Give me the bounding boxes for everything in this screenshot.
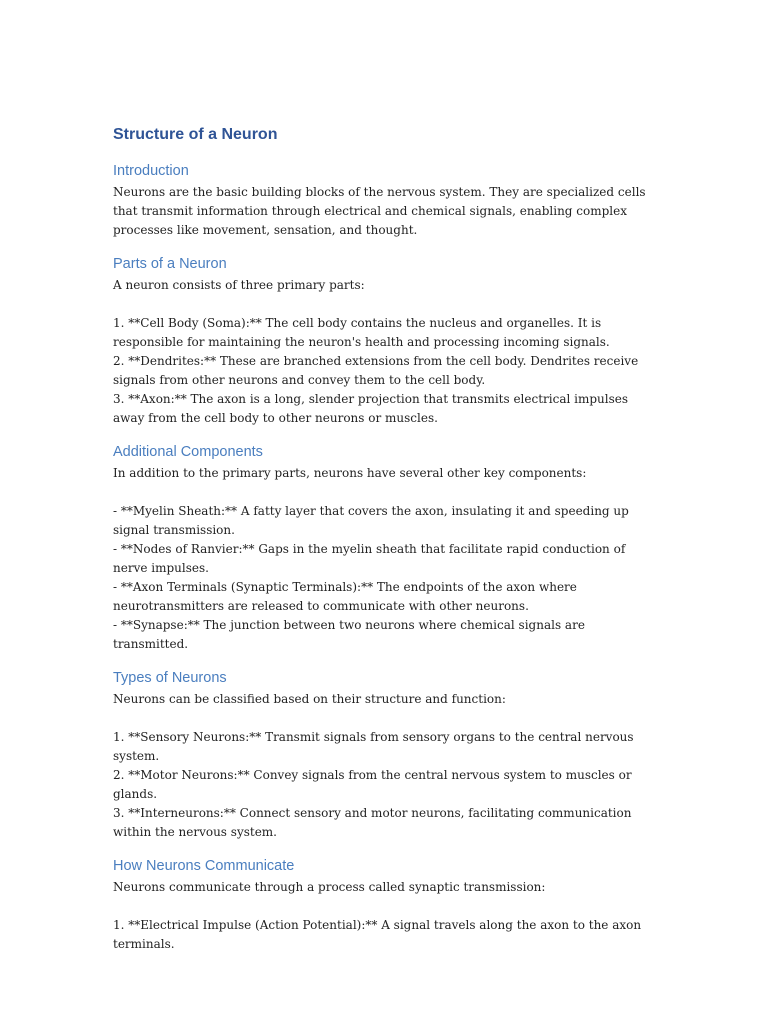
list-item: 3. **Axon:** The axon is a long, slender projection that transmits electrical impulses away from the cell body to other neurons or muscles. [113,392,629,425]
list-item: 1. **Electrical Impulse (Action Potential):** A signal travels along the axon to the axon terminals. [113,918,642,951]
introduction-paragraph: Neurons are the basic building blocks of the nervous system. They are specialized cells that transmit information through electrical and chemical signals, enabling complex processes like movement, sensation, and thought. [113,185,646,237]
list-item: 2. **Motor Neurons:** Convey signals from the central nervous system to muscles or glands. [113,768,632,801]
blank-line [113,897,663,916]
list-item: - **Nodes of Ranvier:** Gaps in the myelin sheath that facilitate rapid conduction of nerve impulses. [113,542,626,575]
section-heading-parts: Parts of a Neuron [113,256,227,272]
section-introduction [113,161,663,240]
list-item: - **Axon Terminals (Synaptic Terminals):** The endpoints of the axon where neurotransmitters are released to communicate with other neurons. [113,580,577,613]
list-item: 3. **Interneurons:** Connect sensory and motor neurons, facilitating communication within the nervous system. [113,806,632,839]
section-heading-introduction: Introduction [113,163,189,179]
section-parts [113,254,663,428]
list-item: - **Synapse:** The junction between two neurons where chemical signals are transmitted. [113,618,585,651]
list-item: 1. **Sensory Neurons:** Transmit signals from sensory organs to the central nervous system. [113,730,634,763]
section-heading-communicate: How Neurons Communicate [113,858,295,874]
section-heading-additional: Additional Components [113,444,263,460]
blank-line [113,295,663,314]
blank-line [113,483,663,502]
additional-intro: In addition to the primary parts, neurons have several other key components: [113,466,587,480]
section-communicate [113,856,663,954]
document-title: Structure of a Neuron [113,126,278,143]
blank-line [113,709,663,728]
types-intro: Neurons can be classified based on their structure and function: [113,692,506,706]
document-page [113,124,663,968]
communicate-intro: Neurons communicate through a process called synaptic transmission: [113,880,546,894]
section-additional-components [113,442,663,654]
list-item: - **Myelin Sheath:** A fatty layer that covers the axon, insulating it and speeding up signal transmission. [113,504,629,537]
list-item: 2. **Dendrites:** These are branched extensions from the cell body. Dendrites receive signals from other neurons and convey them to the cell body. [113,354,639,387]
section-types [113,668,663,842]
section-heading-types: Types of Neurons [113,670,227,686]
list-item: 1. **Cell Body (Soma):** The cell body contains the nucleus and organelles. It is responsible for maintaining the neuron's health and processing incoming signals. [113,316,610,349]
parts-intro: A neuron consists of three primary parts: [113,278,365,292]
